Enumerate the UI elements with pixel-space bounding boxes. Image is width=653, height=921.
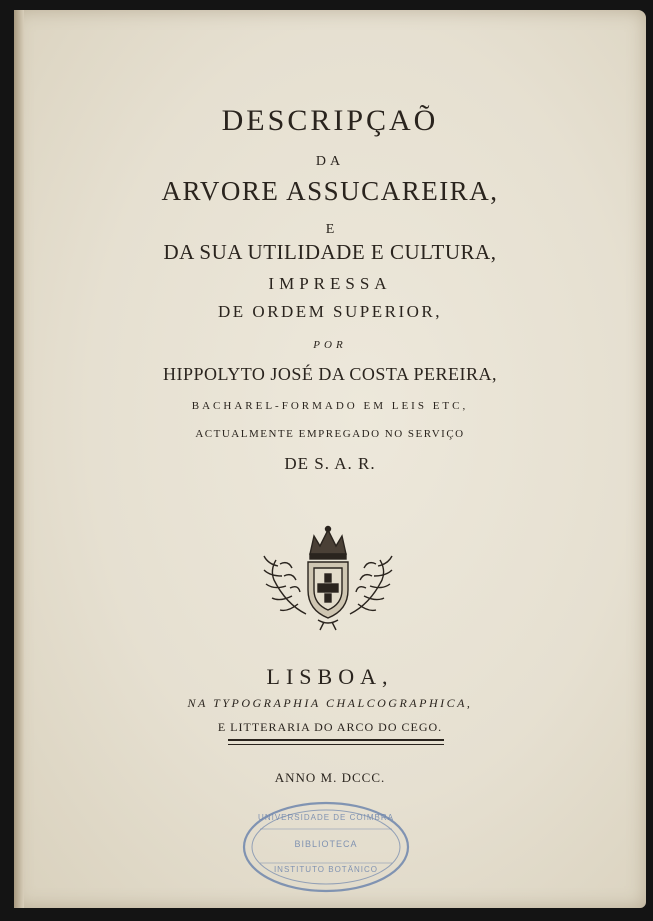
imprint-printer: NA TYPOGRAPHIA CHALCOGRAPHICA, xyxy=(187,696,473,710)
title-connector-e: E xyxy=(325,222,335,237)
book-subject: ARVORE ASSUCAREIRA, xyxy=(161,176,499,206)
title-page xyxy=(14,10,646,908)
book-subtitle: DA SUA UTILIDADE E CULTURA, xyxy=(163,240,497,264)
royal-coat-of-arms-icon xyxy=(258,524,398,634)
library-stamp xyxy=(240,799,412,895)
stamp-line-university: UNIVERSIDADE DE COIMBRA xyxy=(258,813,394,822)
imprint-place: LISBOA, xyxy=(266,664,394,689)
impressa-line: IMPRESSA xyxy=(268,274,392,293)
stamp-line-institute: INSTITUTO BOTÂNICO xyxy=(273,865,379,874)
imprint-printer-location: E LITTERARIA DO ARCO DO CEGO. xyxy=(217,720,443,734)
double-rule-thin xyxy=(228,744,444,745)
author-degree: BACHAREL-FORMADO EM LEIS ETC, xyxy=(191,400,469,412)
author-service: DE S. A. R. xyxy=(284,454,376,473)
author-position: ACTUALMENTE EMPREGADO NO SERVIÇO xyxy=(195,428,465,440)
stamp-line-library: BIBLIOTECA xyxy=(294,839,358,849)
imprint-year: ANNO M. DCCC. xyxy=(274,770,386,785)
book-title: DESCRIPÇAÕ xyxy=(221,104,439,137)
by-line: POR xyxy=(313,339,347,351)
ordem-line: DE ORDEM SUPERIOR, xyxy=(218,302,442,321)
title-connector-da: DA xyxy=(315,154,345,169)
double-rule-thick xyxy=(228,739,444,741)
author-name: HIPPOLYTO JOSÉ DA COSTA PEREIRA, xyxy=(163,364,497,384)
